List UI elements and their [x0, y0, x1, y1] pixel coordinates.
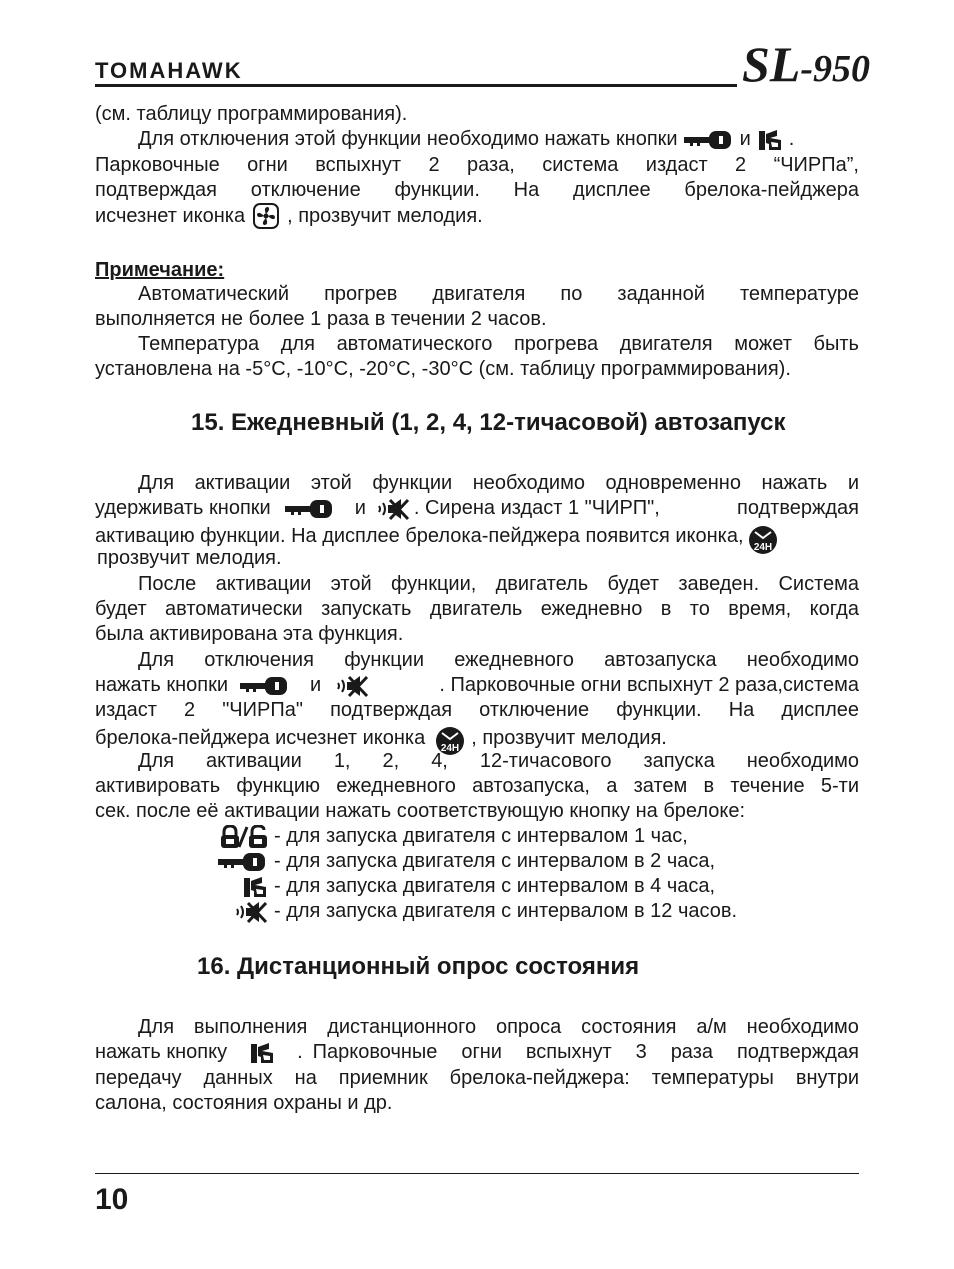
word: После: [138, 573, 197, 595]
word: вспыхнут: [315, 154, 402, 176]
intro-line-3: [95, 153, 859, 178]
word: нажать: [761, 472, 828, 494]
word: 5-ти: [820, 775, 859, 797]
intro-line-4: [95, 178, 859, 203]
key-icon: [218, 851, 268, 873]
word: Система: [778, 573, 859, 595]
word: опроса: [495, 1016, 562, 1038]
word: выполнения: [193, 1016, 308, 1038]
word: течение: [730, 775, 805, 797]
word: внутри: [795, 1067, 859, 1089]
model-logo: [742, 36, 870, 97]
word: брелока-пейджера: [684, 179, 859, 201]
word: огни: [247, 154, 288, 176]
key-icon: [285, 498, 335, 520]
word: автозапуска,: [472, 775, 590, 797]
s15-text: нажать кнопки: [95, 674, 229, 696]
note-line-2: выполняется не более 1 раза в течении 2 часов.: [95, 308, 547, 330]
word: 12-тичасового: [479, 750, 612, 772]
word: этой: [330, 573, 372, 595]
intro-line-2: [138, 127, 794, 152]
s15-a-line-1: [138, 471, 859, 496]
note-line-4: установлена на -5°С, -10°С, -20°С, -30°С (см. таблицу программирования).: [95, 358, 791, 380]
header-rule: [95, 84, 737, 87]
s16-text: нажать кнопку: [95, 1041, 228, 1063]
section-15-heading: 15. Ежедневный (1, 2, 4, 12-тичасовой) автозапуск: [191, 409, 786, 436]
fan-icon: [253, 203, 279, 229]
word: и: [847, 472, 859, 494]
word: двигатель: [429, 598, 523, 620]
intro-text: исчезнет иконка: [95, 204, 246, 227]
word: функции: [344, 649, 425, 671]
word: издаст: [95, 699, 157, 721]
word: Температура: [138, 333, 260, 355]
word: огни: [461, 1041, 502, 1063]
word: активировать: [95, 775, 221, 797]
word: Для: [138, 649, 175, 671]
word: для: [280, 333, 315, 355]
word: когда: [809, 598, 859, 620]
clock-badge-text: 24H: [753, 542, 772, 553]
intro-line-5: [95, 203, 483, 229]
interval-list-item: [200, 824, 688, 849]
word: температуры: [651, 1067, 774, 1089]
word: дистанционного: [327, 1016, 477, 1038]
word: "ЧИРПа": [222, 699, 303, 721]
word: прогрева: [513, 333, 599, 355]
word: На: [513, 179, 540, 201]
word: время,: [728, 598, 792, 620]
word: ежедневного: [336, 775, 456, 797]
s16-line-4: салона, состояния охраны и др.: [95, 1092, 393, 1114]
word: издаст: [645, 154, 708, 176]
note-line-1: [138, 282, 859, 307]
s16-line-1: [138, 1015, 859, 1040]
clock-24h-icon: [748, 525, 778, 555]
word: подтверждая: [736, 1041, 859, 1063]
word: двигатель: [495, 573, 589, 595]
lock-unlock-icon: [220, 825, 268, 849]
word: необходимо: [746, 750, 859, 772]
word: необходимо: [746, 649, 859, 671]
interval-text: - для запуска двигателя с интервалом 1 час,: [274, 825, 688, 847]
interval-list-item: [200, 899, 737, 924]
note-title: Примечание:: [95, 259, 225, 281]
word: заданной: [617, 283, 705, 305]
word: дисплее: [781, 699, 859, 721]
word: автоматического: [336, 333, 493, 355]
word: На: [728, 699, 755, 721]
s15-b-line-3: была активирована эта функция.: [95, 623, 404, 645]
interval-text: - для запуска двигателя с интервалом в 12 часов.: [274, 900, 738, 922]
s16-line-2-tail: [313, 1040, 859, 1065]
word: состояния: [581, 1016, 677, 1038]
word: будет: [607, 573, 660, 595]
word: система: [542, 154, 619, 176]
conj-text: и: [354, 497, 366, 519]
intro-line-1: (см. таблицу программирования).: [95, 103, 408, 125]
mute-icon: [236, 900, 268, 924]
mute-icon: [378, 497, 410, 521]
clock-badge-text: 24H: [441, 743, 460, 754]
word: в: [703, 775, 715, 797]
intro-text: , прозвучит мелодия.: [287, 204, 483, 227]
word: функции,: [390, 573, 477, 595]
s15-a-line-4: прозвучит мелодия.: [97, 547, 282, 569]
conj-text: и: [739, 128, 751, 150]
word: вспыхнут: [525, 1041, 612, 1063]
word: отключение: [250, 179, 361, 201]
s15-a-line-2: [95, 496, 859, 521]
word: данных: [203, 1067, 273, 1089]
word: 2: [735, 154, 747, 176]
section-16-heading: 16. Дистанционный опрос состояния: [197, 953, 640, 980]
word: функцию: [236, 775, 321, 797]
word: на: [294, 1067, 317, 1089]
word: ежедневно: [540, 598, 643, 620]
word: будет: [95, 598, 147, 620]
s15-c-line-1: [138, 648, 859, 673]
word: двигателя: [619, 333, 713, 355]
word: затем: [633, 775, 688, 797]
word: 2: [183, 699, 196, 721]
word: быть: [813, 333, 859, 355]
word: а/м: [696, 1016, 727, 1038]
interval-text: - для запуска двигателя с интервалом в 4 часа,: [274, 875, 716, 897]
s15-d-line-2: [95, 774, 859, 799]
word: запуска: [643, 750, 715, 772]
word: заведен.: [678, 573, 760, 595]
word: функции.: [394, 179, 480, 201]
s15-text: . Парковочные огни вспыхнут 2 раза,система: [439, 674, 859, 696]
word: ежедневного: [454, 649, 574, 671]
word: Для: [138, 1016, 175, 1038]
s15-text: удерживать кнопки: [95, 497, 271, 519]
s16-line-2: нажать кнопку . Парковочные огни вспыхнут 3 раза подтверждая: [95, 1041, 859, 1063]
word: прогрев: [324, 283, 398, 305]
word: раза,: [466, 154, 515, 176]
word: подтверждая: [95, 179, 217, 201]
word: 3: [635, 1041, 647, 1063]
period-text: .: [788, 128, 795, 150]
word: брелока-пейджера:: [449, 1067, 630, 1089]
s15-text: активацию функции. На дисплее брелока-пейджера появится иконка,: [95, 524, 744, 547]
word: Автоматический: [138, 283, 289, 305]
trunk-icon: [249, 1041, 275, 1065]
s15-text: брелока-пейджера исчезнет иконка: [95, 726, 426, 749]
s15-text: подтверждая: [737, 497, 859, 519]
word: функции: [372, 472, 453, 494]
intro-text: Для отключения этой функции необходимо нажать кнопки: [138, 128, 678, 150]
word: Парковочные: [95, 154, 220, 176]
word: автоматически: [165, 598, 303, 620]
word: отключения: [204, 649, 314, 671]
word: необходимо: [746, 1016, 859, 1038]
word: 2,: [382, 750, 400, 772]
word: Для: [138, 472, 175, 494]
trunk-icon: [757, 128, 783, 152]
word: 4,: [431, 750, 448, 772]
word: автозапуска: [604, 649, 717, 671]
word: температуре: [739, 283, 859, 305]
word: Для: [138, 750, 175, 772]
s15-d-line-3: сек. после её активации нажать соответствующую кнопку на брелоке:: [95, 800, 746, 822]
word: по: [560, 283, 583, 305]
word: а: [606, 775, 618, 797]
interval-list-item: [200, 874, 715, 899]
word: отключение: [479, 699, 590, 721]
word: Парковочные: [312, 1041, 438, 1063]
s15-text: , прозвучит мелодия.: [471, 726, 667, 749]
footer-rule: [95, 1173, 859, 1174]
s15-b-line-2: [95, 597, 859, 622]
word: двигателя: [432, 283, 526, 305]
trunk-icon: [242, 875, 268, 899]
word: необходимо: [472, 472, 585, 494]
word: функции.: [616, 699, 702, 721]
key-icon: [240, 675, 290, 697]
logo-prefix: SL: [742, 36, 801, 92]
word: передачу: [95, 1067, 182, 1089]
note-line-3: [138, 332, 859, 357]
page-number: 10: [95, 1183, 129, 1216]
word: активации: [194, 472, 291, 494]
conj-text: и: [310, 674, 322, 696]
word: может: [734, 333, 792, 355]
s15-c-line-2: [95, 673, 859, 698]
word: 2: [428, 154, 440, 176]
word: раза: [670, 1041, 714, 1063]
word: одновременно: [605, 472, 741, 494]
word: “ЧИРПа”,: [773, 154, 859, 176]
s15-text: . Сирена издаст 1 "ЧИРП",: [413, 497, 660, 519]
interval-list-item: [200, 849, 715, 874]
word: приемник: [338, 1067, 428, 1089]
s16-line-3: [95, 1066, 859, 1091]
s15-b-line-1: [138, 572, 859, 597]
word: 1,: [333, 750, 351, 772]
s15-d-line-1: [138, 749, 859, 774]
brand-name: TOMAHAWK: [95, 58, 243, 83]
s15-c-line-3: [95, 698, 859, 723]
word: запускать: [321, 598, 412, 620]
key-icon: [684, 129, 734, 151]
word: в: [660, 598, 672, 620]
word: дисплее: [573, 179, 651, 201]
interval-text: - для запуска двигателя с интервалом в 2 часа,: [274, 850, 716, 872]
word: этой: [310, 472, 352, 494]
word: активации: [206, 750, 302, 772]
word: подтверждая: [330, 699, 453, 721]
mute-icon: [337, 674, 369, 698]
logo-number: -950: [800, 48, 871, 90]
word: активации: [215, 573, 312, 595]
word: то: [689, 598, 710, 620]
